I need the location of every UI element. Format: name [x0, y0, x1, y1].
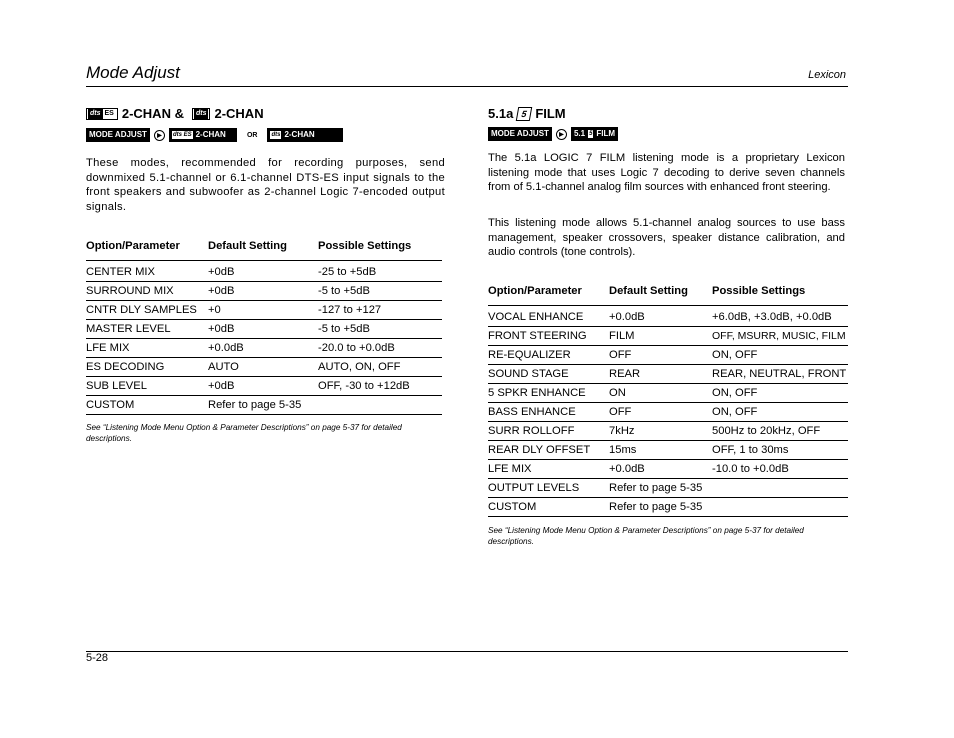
left-parameter-table [86, 240, 442, 415]
table-row: SURR ROLLOFF 7kHz 500Hz to 20kHz, OFF [488, 422, 848, 441]
table-header-row [86, 240, 442, 261]
footer-rule [86, 651, 848, 652]
table-row: FRONT STEERING FILM OFF, MSURR, MUSIC, FILM [488, 327, 848, 346]
table-row: CUSTOM Refer to page 5-35 [488, 498, 848, 517]
left-nav-path [86, 128, 343, 142]
table-row: CENTER MIX +0dB -25 to +5dB [86, 263, 442, 282]
table-row: ES DECODING AUTO AUTO, ON, OFF [86, 358, 442, 377]
nav-option-51-film: 5.1 5 FILM [571, 127, 618, 141]
nav-mode-adjust: MODE ADJUST [488, 127, 552, 141]
nav-arrow-icon: ▶ [556, 129, 567, 140]
right-footnote: See “Listening Mode Menu Option & Parameter Descriptions” on page 5-37 for detailed descriptions. [488, 526, 804, 546]
heading-text-mid: 2-CHAN & [121, 106, 184, 121]
nav-option-dts-es-2chan: dts ES 2-CHAN [169, 128, 237, 142]
nav-arrow-icon: ▶ [154, 130, 165, 141]
table-row: MASTER LEVEL +0dB -5 to +5dB [86, 320, 442, 339]
heading-text-pre: 5.1a [488, 106, 514, 121]
table-row: LFE MIX +0.0dB -10.0 to +0.0dB [488, 460, 848, 479]
right-section-heading [488, 106, 566, 121]
table-row: SURROUND MIX +0dB -5 to +5dB [86, 282, 442, 301]
col-header-possible: Possible Settings [318, 240, 442, 261]
page-number: 5-28 [86, 652, 109, 664]
table-row: RE-EQUALIZER OFF ON, OFF [488, 346, 848, 365]
nav-or: OR [246, 131, 258, 139]
brand-name: Lexicon [808, 69, 846, 81]
table-row: BASS ENHANCE OFF ON, OFF [488, 403, 848, 422]
right-description-1: The 5.1a LOGIC 7 FILM listening mode is a proprietary Lexicon listening mode that uses Logic 7 decoding to derive seven channels from of 5.1-channel analog film sources with enhanced front steering. [488, 152, 845, 193]
right-nav-path [488, 127, 618, 141]
left-footnote: See “Listening Mode Menu Option & Parameter Descriptions” on page 5-37 for detailed descriptions. [86, 423, 402, 443]
right-parameter-table [488, 285, 848, 517]
nav-option-dts-2chan: dts 2-CHAN [267, 128, 343, 142]
table-header-row [488, 285, 848, 306]
page-title: Mode Adjust [86, 63, 180, 82]
dts-es-mini-logo-icon: dts ES [172, 132, 192, 138]
heading-text-end: 2-CHAN [214, 106, 264, 121]
right-description-2: This listening mode allows 5.1-channel analog sources to use bass management, speaker crossovers, speaker distance calibration, and audio controls (tone controls). [488, 217, 845, 258]
left-description: These modes, recommended for recording purposes, send downmixed 5.1-channel or 6.1-channel DTS-ES input signals to the front speakers and subwoofer as 2-channel Logic 7-encoded output signals. [86, 157, 445, 213]
nav-mode-adjust: MODE ADJUST [86, 128, 150, 142]
table-row: CNTR DLY SAMPLES +0 -127 to +127 [86, 301, 442, 320]
col-header-default: Default Setting [609, 285, 712, 306]
table-row: SOUND STAGE REAR REAR, NEUTRAL, FRONT [488, 365, 848, 384]
table-row: CUSTOM Refer to page 5-35 [86, 396, 442, 415]
dts-es-logo-icon: dts ES [86, 108, 118, 120]
col-header-option: Option/Parameter [488, 285, 609, 306]
col-header-default: Default Setting [208, 240, 318, 261]
heading-text-post: FILM [535, 106, 566, 121]
logic7-logo-icon: 5 [516, 107, 532, 121]
table-row: VOCAL ENHANCE +0.0dB +6.0dB, +3.0dB, +0.0dB [488, 308, 848, 327]
table-row: SUB LEVEL +0dB OFF, -30 to +12dB [86, 377, 442, 396]
dts-logo-icon: dts [192, 108, 211, 120]
table-row: LFE MIX +0.0dB -20.0 to +0.0dB [86, 339, 442, 358]
left-section-heading [86, 106, 264, 121]
table-row: REAR DLY OFFSET 15ms OFF, 1 to 30ms [488, 441, 848, 460]
table-row: OUTPUT LEVELS Refer to page 5-35 [488, 479, 848, 498]
logic7-mini-logo-icon: 5 [589, 131, 593, 137]
col-header-option: Option/Parameter [86, 240, 208, 261]
col-header-possible: Possible Settings [712, 285, 848, 306]
table-row: 5 SPKR ENHANCE ON ON, OFF [488, 384, 848, 403]
header-rule [86, 86, 848, 87]
dts-mini-logo-icon: dts [271, 132, 281, 138]
